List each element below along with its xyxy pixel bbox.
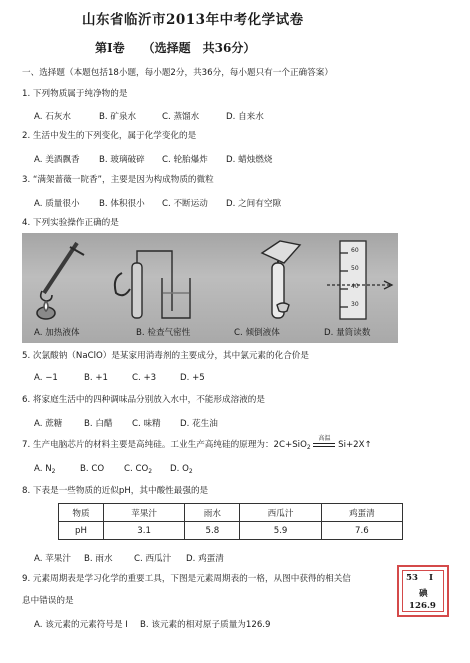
exam-title: 山东省临沂市2013年中考化学试卷	[82, 12, 304, 28]
option-b: B. +1	[84, 373, 109, 383]
table-cell: 5.8	[185, 522, 240, 540]
option-b: B. 矿泉水	[99, 112, 137, 122]
option-b: B. 该元素的相对原子质量为126.9	[140, 620, 271, 630]
equation-part-1: 7. 生产电脑芯片的材料主要是高纯硅。工业生产高纯硅的原理为：2C+SiO	[22, 440, 307, 450]
option-b: B. 体积很小	[99, 199, 145, 209]
header-cell: 鸡蛋清	[321, 504, 402, 522]
table-cell: 3.1	[104, 522, 185, 540]
header-cell: 物质	[59, 504, 104, 522]
option-d: D. $O_2$	[170, 464, 193, 475]
equation-part-2: Si+2X↑	[338, 440, 372, 450]
option-c: C. 轮胎爆炸	[162, 155, 208, 165]
caption-a: A. 加热液体	[34, 328, 80, 338]
option-c: C. $CO_2$	[124, 464, 153, 475]
header-cell: 西瓜汁	[240, 504, 321, 522]
atomic-number: 53	[406, 573, 418, 583]
option-b: B. 玻璃破碎	[99, 155, 145, 165]
option-a: A. 蔗糖	[34, 419, 63, 429]
option-c: C. 西瓜汁	[134, 554, 172, 564]
section-heading: 第Ⅰ卷 （选择题 共36分）	[95, 41, 256, 55]
option-a: A. 质量很小	[34, 199, 80, 209]
question-stem	[22, 435, 372, 453]
condition-text: 高温	[318, 435, 331, 442]
instructions: 一、选择题（本题包括18小题，每小题2分，共36分，每小题只有一个正确答案）	[22, 68, 333, 78]
cylinder-mark-40: 40	[351, 283, 359, 290]
question-stem: 2. 生活中发生的下列变化，属于化学变化的是	[22, 131, 197, 141]
option-a: A. 苹果汁	[34, 554, 71, 564]
option-c: C. 不断运动	[162, 199, 208, 209]
header-cell: 苹果汁	[104, 504, 185, 522]
cylinder-mark-30: 30	[351, 301, 359, 308]
option-b: B. CO	[80, 464, 105, 474]
heating-liquid-drawing	[37, 243, 84, 319]
cylinder-mark-60: 60	[351, 247, 359, 254]
option-d: D. 自来水	[226, 112, 264, 122]
option-d: D. 花生油	[180, 419, 218, 429]
periodic-element-cell	[397, 565, 449, 617]
option-d: D. +5	[180, 373, 205, 383]
element-symbol: I	[429, 573, 434, 583]
pouring-liquid-drawing	[262, 241, 300, 318]
option-a: A. −1	[34, 373, 58, 383]
option-c: C. 蒸馏水	[162, 112, 200, 122]
question-stem: 5. 次氯酸钠（NaClO）是某家用消毒剂的主要成分，其中氯元素的化合价是	[22, 351, 309, 361]
header-cell: 雨水	[185, 504, 240, 522]
table-row	[59, 522, 403, 540]
question-stem: 4. 下列实验操作正确的是	[22, 218, 119, 228]
caption-d: D. 量筒读数	[324, 328, 371, 338]
ph-table	[58, 503, 403, 540]
option-a: A. 该元素的元素符号是 I	[34, 620, 128, 630]
option-a: A. 石灰水	[34, 112, 71, 122]
cylinder-mark-50: 50	[351, 265, 359, 272]
question-stem-continued: 息中错误的是	[22, 596, 74, 606]
table-cell: 7.6	[321, 522, 402, 540]
subscript: 2	[306, 444, 311, 451]
caption-b: B. 检查气密性	[136, 328, 191, 338]
element-name: 碘	[419, 589, 428, 599]
caption-c: C. 倾倒液体	[234, 328, 280, 338]
table-cell: pH	[59, 522, 104, 540]
question-stem: 8. 下表是一些物质的近似pH，其中酸性最强的是	[22, 486, 209, 496]
option-c: C. 味精	[132, 419, 161, 429]
option-d: D. 之间有空隙	[226, 199, 282, 209]
reaction-condition	[313, 435, 335, 447]
question-stem: 3. “满架蔷薇一院香”，主要是因为构成物质的微粒	[22, 175, 214, 185]
question-stem: 9. 元素周期表是学习化学的重要工具，下图是元素周期表的一格，从图中获得的相关信	[22, 574, 351, 584]
question-stem: 6. 将家庭生活中的四种调味品分别放入水中，不能形成溶液的是	[22, 395, 265, 405]
option-c: C. +3	[132, 373, 157, 383]
option-a: A. 美酒飘香	[34, 155, 80, 165]
cylinder-reading-drawing	[327, 241, 392, 319]
option-d: D. 鸡蛋清	[186, 554, 224, 564]
table-cell: 5.9	[240, 522, 321, 540]
option-a: A. $N_2$	[34, 464, 56, 475]
lab-operations-photo	[22, 233, 398, 343]
option-b: B. 白醋	[84, 419, 113, 429]
table-header-row	[59, 504, 403, 522]
option-d: D. 蜡烛燃烧	[226, 155, 273, 165]
airtightness-check-drawing	[115, 251, 190, 318]
atomic-mass: 126.9	[409, 601, 436, 611]
option-b: B. 雨水	[84, 554, 113, 564]
question-stem: 1. 下列物质属于纯净物的是	[22, 89, 128, 99]
